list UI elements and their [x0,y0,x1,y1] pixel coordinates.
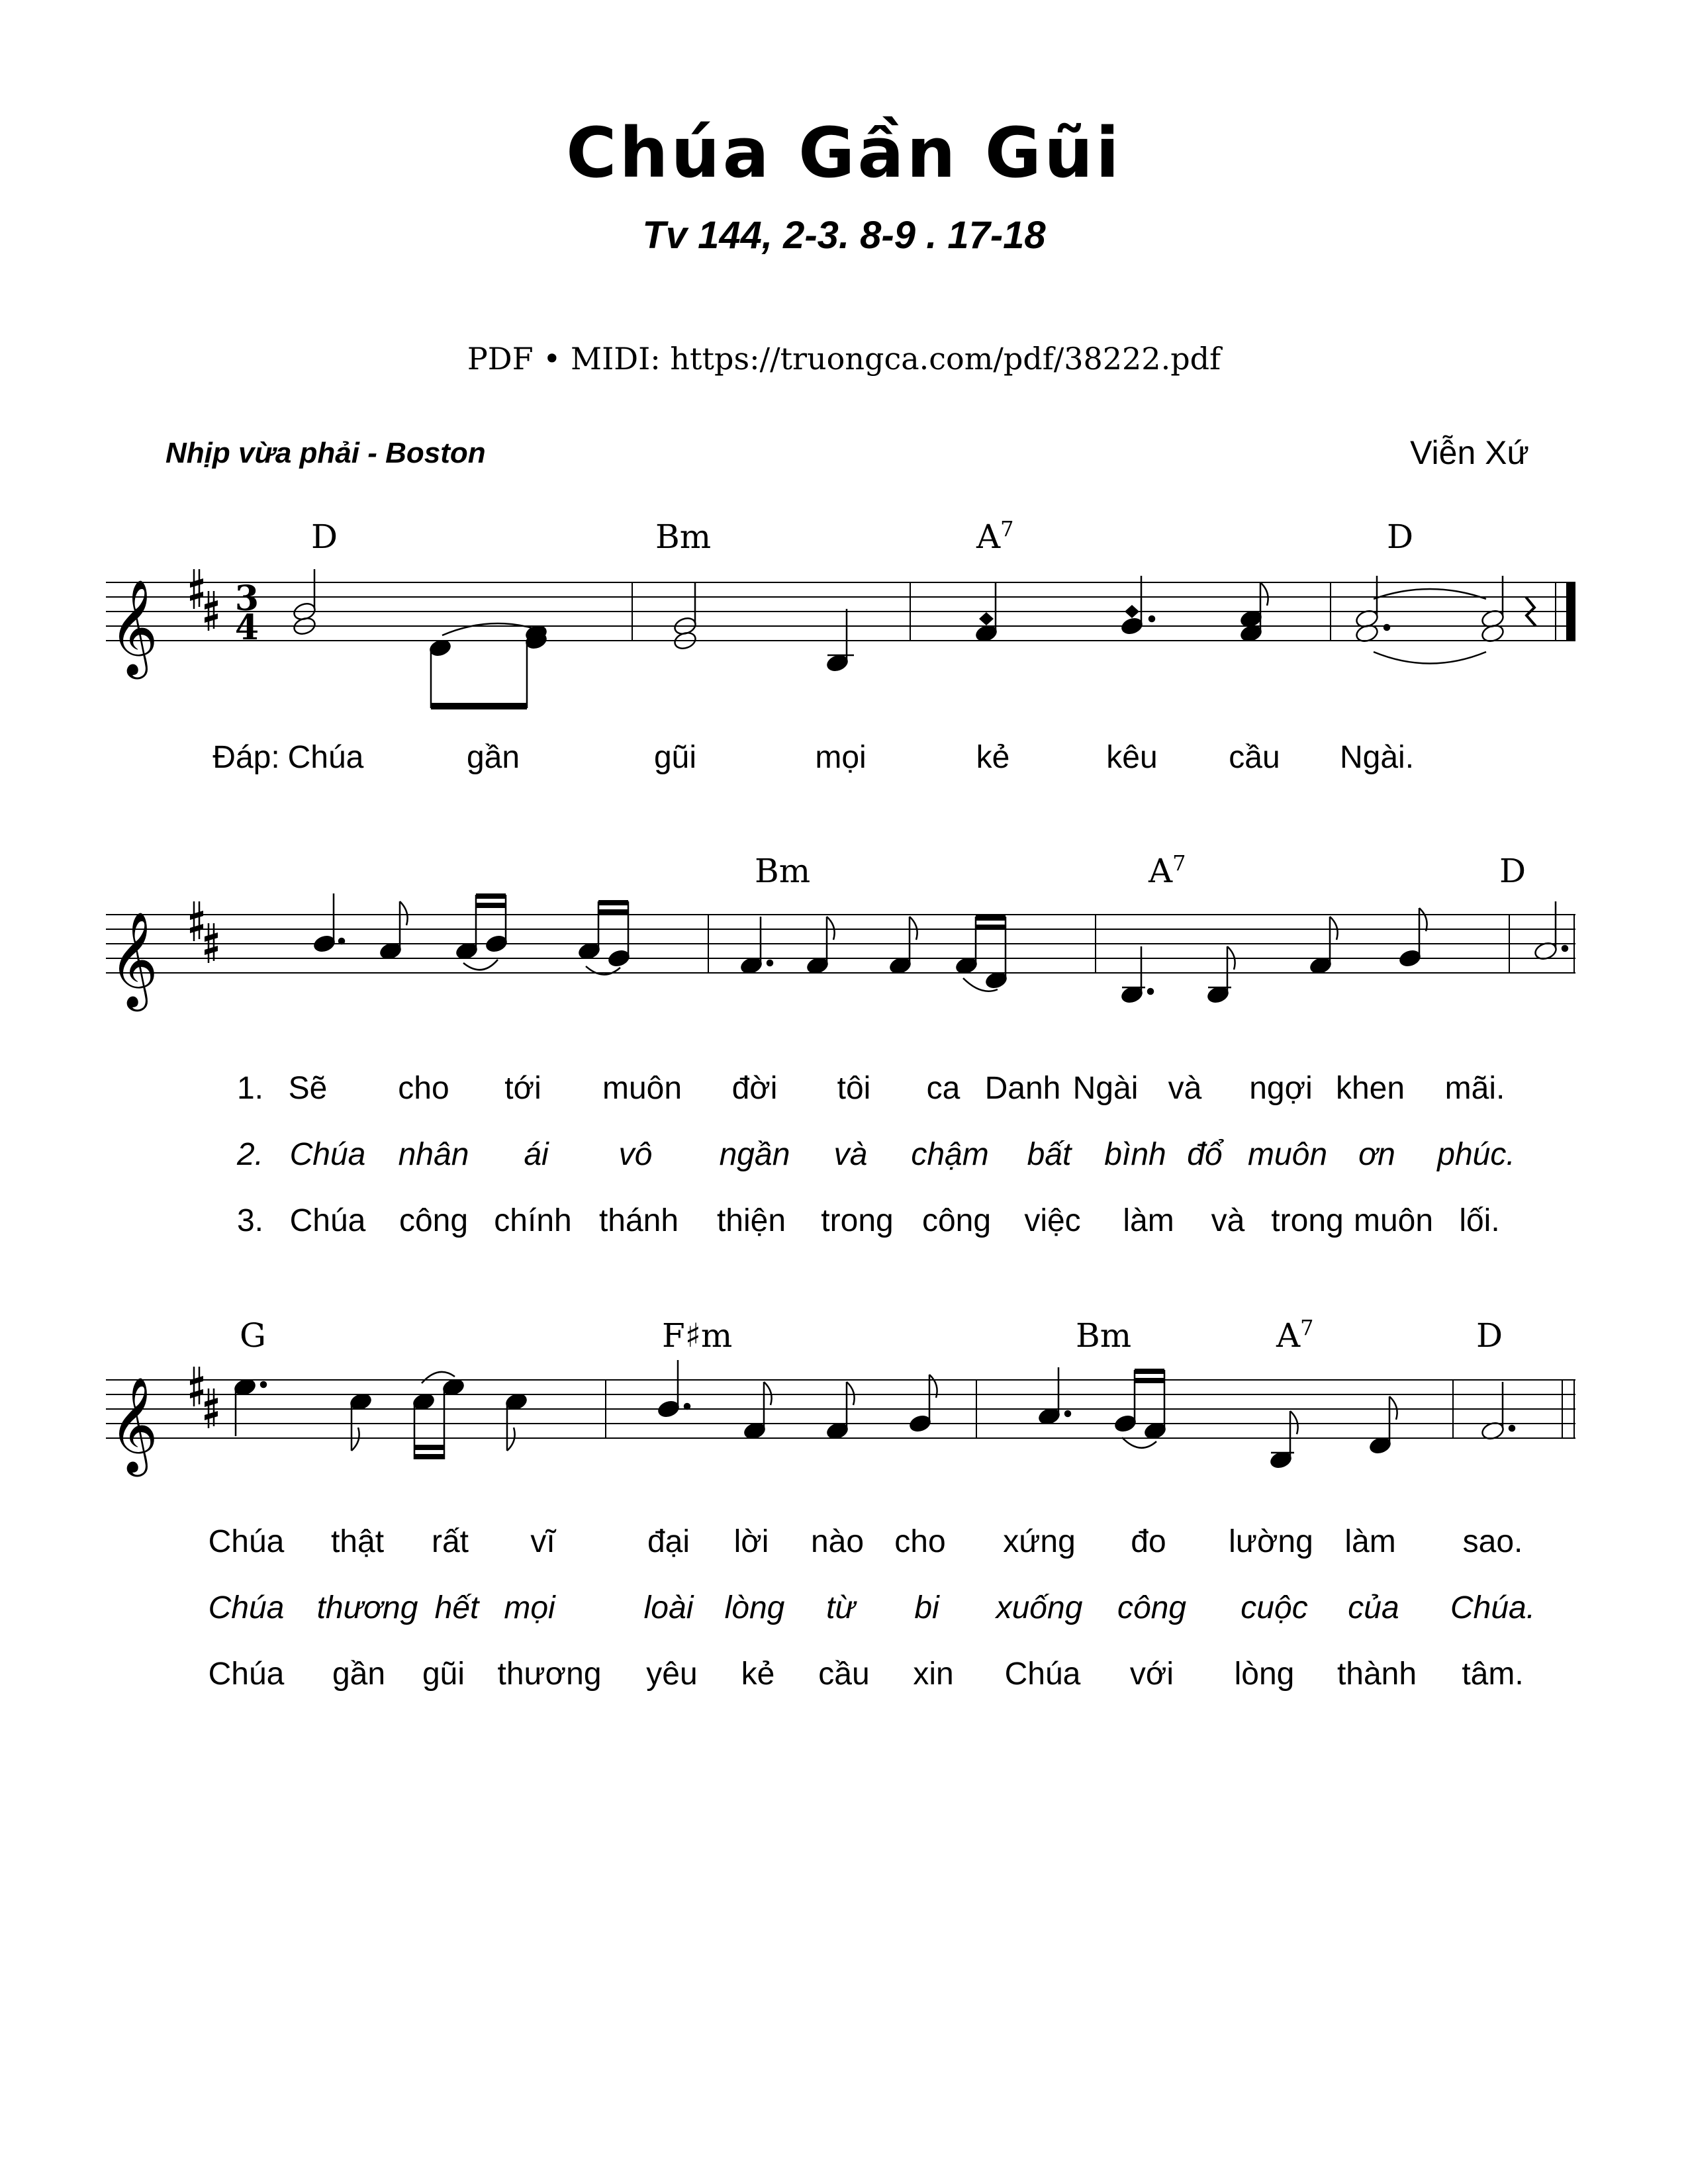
lyric-word: công [399,1203,469,1238]
chord-symbol: $A^7$ [976,516,1014,556]
lyric-word: Chúa [287,740,364,775]
lyric-word: thiện [716,1203,786,1238]
lyric-word: đại [647,1524,690,1559]
lyric-word: lối. [1459,1203,1500,1238]
lyric-word: Ngài. [1339,740,1415,775]
chord-symbol: F♯m [662,1316,733,1355]
lyric-word: hết [434,1590,479,1625]
lyric-word: mọi [504,1590,555,1625]
lyric-word: trong [821,1203,894,1238]
notes [233,1360,1515,1470]
staff-lines [106,582,1575,641]
lyric-word: xứng [1003,1524,1076,1559]
lyric-word: bi [914,1590,939,1625]
lyrics-line [212,740,1414,775]
chord-symbol: $A^7$ [1149,850,1186,890]
key-signature-sharp-c [205,921,218,963]
chord-symbols [311,516,1413,556]
lyric-word: thương [497,1657,602,1692]
lyric-word: nào [810,1524,865,1559]
lyric-word: 1. [236,1071,264,1106]
lyric-word: công [921,1203,992,1238]
lyric-word: bình [1104,1137,1166,1172]
lyric-word: mãi. [1444,1071,1505,1106]
chord-symbols [755,850,1526,890]
lyric-word: cuộc [1241,1590,1308,1625]
lyric-word: 2. [236,1137,264,1172]
lyric-word: Chúa. [1450,1590,1536,1625]
lyric-word: thành [1336,1657,1417,1692]
lyric-word: mọi [815,740,867,775]
lyric-word: gũi [653,740,697,775]
lyric-word: xuống [996,1590,1083,1625]
composer-name: Viễn Xứ [1410,434,1529,471]
key-signature-sharp-f [190,567,203,609]
lyric-word: lòng [724,1590,785,1625]
key-signature-sharp-f [190,1365,203,1406]
lyric-word: ơn [1358,1137,1395,1172]
chord-symbol: Bm [1076,1316,1132,1355]
time-signature-bottom: 4 [234,608,259,648]
lyric-word: Danh [984,1071,1061,1106]
chord-symbol: D [1476,1316,1503,1355]
time-signature [235,578,259,648]
lyric-word: tới [504,1071,541,1106]
lyric-word: ái [524,1137,549,1172]
lyric-word: gần [332,1657,386,1692]
lyric-word: bất [1027,1137,1072,1172]
key-signature-sharp-c [205,589,218,631]
lyric-word: yêu [646,1657,698,1692]
lyric-word: 3. [236,1203,264,1238]
lyric-word: chậm [911,1137,989,1172]
lyric-word: với [1129,1657,1174,1692]
lyric-word: đo [1131,1524,1166,1559]
notes [312,893,1568,1005]
lyric-word: loài [643,1590,694,1625]
lyrics-verse-2 [209,1590,1535,1625]
chord-symbol: D [311,518,338,556]
lyric-word: Sẽ [288,1071,328,1106]
lyric-word: trong [1271,1203,1344,1238]
lyric-word: muôn [602,1071,682,1106]
chord-symbol: $A^7$ [1276,1315,1314,1355]
key-signature-sharp-f [190,899,203,941]
chord-symbol: Bm [755,852,811,890]
lyric-word: tâm. [1462,1657,1524,1692]
lyric-word: thương [316,1590,418,1625]
lyric-word: Chúa [1004,1657,1081,1692]
pdf-midi-link[interactable]: PDF • MIDI: https://truongca.com/pdf/38222.pdf [467,341,1221,377]
lyric-word: Chúa [208,1657,285,1692]
lyric-word: nhân [398,1137,469,1172]
staff-system-2 [106,850,1575,1238]
lyric-word: cho [894,1524,946,1559]
song-subtitle: Tv 144, 2-3. 8-9 . 17-18 [642,214,1046,257]
lyric-word: công [1117,1590,1187,1625]
lyric-word: chính [494,1203,572,1238]
chord-symbol: G [240,1316,266,1355]
treble-clef-icon: 𝄞 [109,911,158,1007]
lyric-word: Đáp: [212,740,280,775]
lyric-word: gũi [422,1657,465,1692]
lyric-word: ngợi [1249,1071,1313,1106]
notes [292,569,1536,709]
lyric-word: thánh [598,1203,679,1238]
lyrics-verse-1 [237,1071,1505,1106]
tempo-marking: Nhịp vừa phải - Boston [165,437,486,469]
lyric-word: Chúa [289,1203,366,1238]
lyric-word: làm [1344,1524,1396,1559]
lyric-word: rất [431,1524,469,1559]
lyric-word: ngần [719,1137,790,1172]
lyric-word: khen [1335,1071,1405,1106]
lyric-word: lòng [1234,1657,1295,1692]
lyric-word: cầu [1229,740,1280,775]
lyric-word: đời [731,1071,778,1106]
time-signature-top: 3 [234,578,259,619]
lyrics-verse-1 [209,1524,1523,1559]
staff-system-1 [106,516,1575,775]
lyrics-verse-3 [237,1203,1500,1238]
lyric-word: muôn [1247,1137,1328,1172]
treble-clef-icon: 𝄞 [109,579,158,675]
chord-symbol: Bm [655,518,712,556]
lyric-word: việc [1024,1203,1081,1238]
treble-clef-icon: 𝄞 [109,1377,158,1473]
key-signature-sharp-c [205,1387,218,1428]
lyric-word: sao. [1462,1524,1523,1559]
lyric-word: thật [330,1524,385,1559]
lyrics-verse-3 [209,1657,1524,1692]
lyric-word: làm [1123,1203,1174,1238]
lyric-word: đổ [1187,1137,1223,1172]
lyric-word: từ [826,1590,855,1625]
staff-system-3 [106,1315,1575,1692]
lyric-word: Chúa [208,1590,285,1625]
chord-symbol: D [1499,852,1526,890]
lyric-word: lời [733,1524,769,1559]
lyric-word: tôi [837,1071,871,1106]
lyric-word: kêu [1106,740,1158,775]
lyric-word: xin [913,1657,954,1692]
song-title: Chúa Gần Gũi [566,113,1122,193]
lyric-word: Chúa [289,1137,366,1172]
lyric-word: phúc. [1437,1137,1515,1172]
lyric-word: vô [618,1137,653,1172]
lyric-word: và [833,1137,868,1172]
lyric-word: muôn [1353,1203,1434,1238]
lyric-word: lường [1229,1524,1313,1559]
lyric-word: vĩ [530,1524,555,1559]
lyric-word: của [1348,1590,1399,1625]
lyrics-verse-2 [236,1137,1515,1172]
lyric-word: Chúa [208,1524,285,1559]
lyric-word: kẻ [741,1657,775,1692]
lyric-word: cho [398,1071,449,1106]
lyric-word: kẻ [976,740,1010,775]
lyric-word: và [1168,1071,1202,1106]
lyric-word: và [1211,1203,1245,1238]
lyric-word: cầu [818,1657,870,1692]
lyric-word: Ngài [1072,1071,1139,1106]
lyric-word: gần [466,740,520,775]
lyric-word: ca [926,1071,961,1106]
chord-symbols [240,1315,1503,1355]
chord-symbol: D [1387,518,1414,556]
